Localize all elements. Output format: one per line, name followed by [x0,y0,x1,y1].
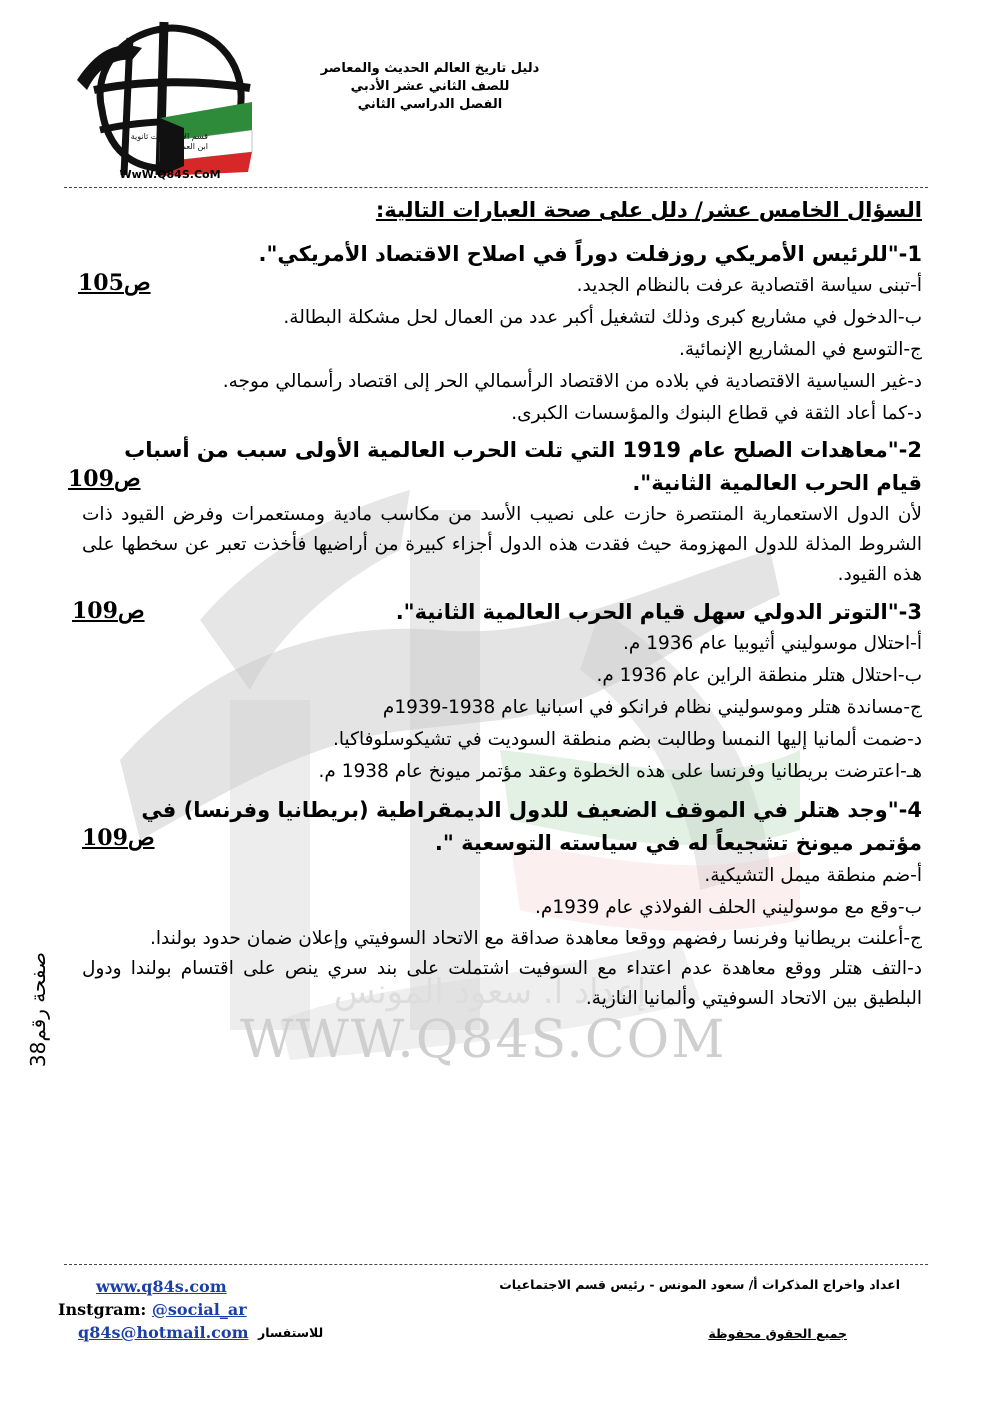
footer-rights: جميع الحقوق محفوظة [708,1326,847,1341]
section-1-item-a: أ-تبنى سياسة اقتصادية عرفت بالنظام الجديد. [576,275,922,296]
header-line-3: الفصل الدراسي الثاني [357,97,503,112]
section-1-heading: 1-"للرئيس الأمريكي روزفلت دوراً في اصلاح الاقتصاد الأمريكي". [258,242,922,266]
question-title: السؤال الخامس عشر/ دلل على صحة العبارات التالية: [375,198,922,222]
document-header [300,60,560,114]
section-4-heading: 4-"وجد هتلر في الموقف الضعيف للدول الديمقراطية (بريطانيا وفرنسا) في مؤتمر ميونخ تشجيعاً له في سياسته التوسعية ". [141,798,922,855]
section-2 [82,434,922,590]
page-ref-3: ص109 [72,598,145,624]
section-3-item-c: ج-مساندة هتلر وموسوليني نظام فرانكو في اسبانيا عام 1938-1939م [382,697,922,718]
section-4-item-b: ب-وقع مع موسوليني الحلف الفولاذي عام 1939م. [534,897,922,918]
side-page-label: صفحة رقم38 [26,952,50,1068]
instagram-link[interactable]: @social_ar [151,1300,247,1319]
page-ref-2: ص109 [68,466,141,492]
inquiry-label: للاستفسار [258,1325,324,1340]
email-link[interactable]: q84s@hotmail.com [78,1323,249,1342]
main-content [82,232,922,1014]
section-2-paragraph: لأن الدول الاستعمارية المنتصرة حازت على نصيب الأسد من مكاسب مادية ومستعمرات وفرض القيود ذات الشروط المذلة للدول المهزومة حيث فقدت هذه الدول أجزاء كبيرة من أراضيها فأخذت تعبر عن سخطها على هذه القيود. [82,504,922,585]
section-1 [82,238,922,430]
section-3-item-a: أ-احتلال موسوليني أثيوبيا عام 1936 م. [623,633,922,654]
section-1-item-b: ب-الدخول في مشاريع كبرى وذلك لتشغيل أكبر عدد من العمال لحل مشكلة البطالة. [283,307,922,328]
section-4-item-a: أ-ضم منطقة ميمل التشيكية. [704,865,922,886]
watermark-author: إعداد أ. سعود المونس [333,972,647,1012]
logo-url: WwW.Q84S.CoM [119,168,221,181]
footer-author: اعداد واخراج المذكرات أ/ سعود المونس - رئيس قسم الاجتماعيات [499,1277,900,1292]
section-4-item-d: د-التف هتلر ووقع معاهدة عدم اعتداء مع السوفيت اشتملت على بند سري ينص على اقتسام بولندا ودول البلطيق بين الاتحاد السوفيتي وألمانيا النازية. [82,958,922,1009]
section-1-item-d: د-غير السياسية الاقتصادية في بلاده من الاقتصاد الرأسمالي الحر إلى اقتصاد رأسمالي موجه. [222,371,922,392]
page-ref-1: ص105 [78,270,151,296]
section-4-item-c: ج-أعلنت بريطانيا وفرنسا رفضهم ووقعا معاهدة صداقة مع الاتحاد السوفيتي وإعلان ضمان حدود بولندا. [150,928,922,949]
side-page-number [8,952,68,1100]
section-3-item-b: ب-احتلال هتلر منطقة الراين عام 1936 م. [596,665,922,686]
section-1-item-e: د-كما أعاد الثقة في قطاع البنوك والمؤسسات الكبرى. [511,403,922,424]
header-line-2: للصف الثاني عشر الأدبي [350,79,510,94]
header-line-1: دليل تاريخ العالم الحديث والمعاصر [320,61,540,76]
logo-caption: قسم الاجتماعيات ثانوية ابن العميد [130,132,208,151]
instagram-label: Instgram: [58,1300,147,1319]
instagram-line [58,1300,247,1319]
watermark-url: WWW.Q84S.COM [240,1010,727,1070]
footer-divider [64,1264,928,1265]
section-3-item-e: هـ-اعترضت بريطانيا وفرنسا على هذه الخطوة وعقد مؤتمر ميونخ عام 1938 م. [318,761,922,782]
section-4 [82,794,922,1014]
section-3-item-d: د-ضمت ألمانيا إليها النمسا وطالبت بضم منطقة السوديت في تشيكوسلوفاكيا. [333,729,922,750]
page-ref-4: ص109 [82,825,155,851]
section-1-item-c: ج-التوسع في المشاريع الإنمائية. [678,339,922,360]
section-2-heading: 2-"معاهدات الصلح عام 1919 التي تلت الحرب العالمية الأولى سبب من أسباب قيام الحرب العالمية الثانية". [124,438,922,495]
school-logo [72,10,268,186]
website-link[interactable]: www.q84s.com [96,1277,227,1296]
section-3 [82,596,922,788]
header-divider [64,187,928,188]
section-3-heading: 3-"التوتر الدولي سهل قيام الحرب العالمية الثانية". [395,600,922,624]
